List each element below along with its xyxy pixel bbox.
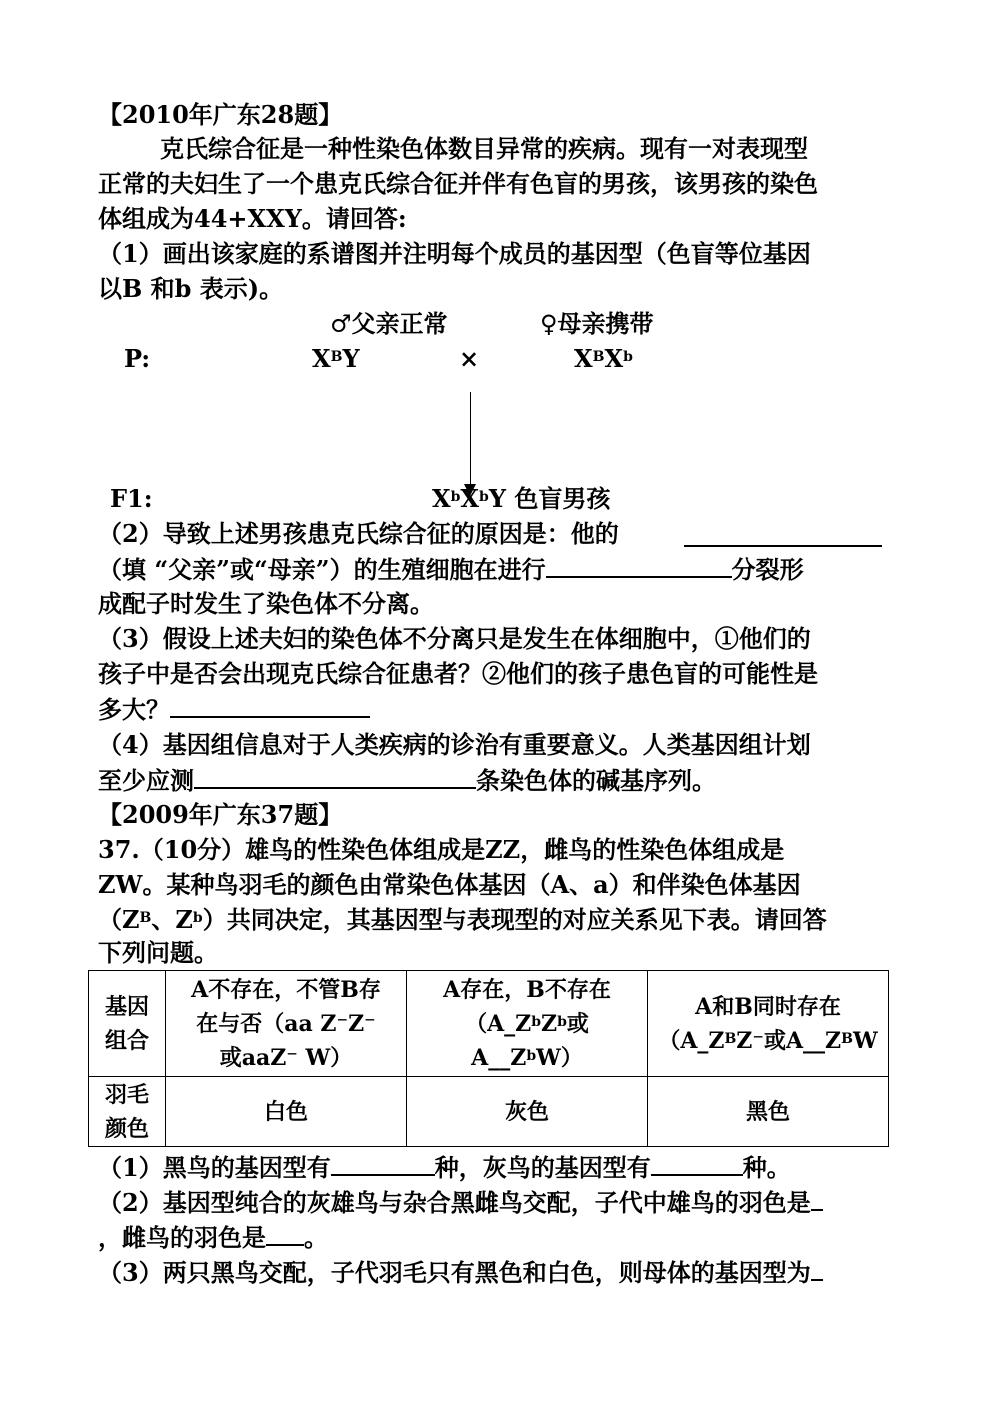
- father-genotype: $X^BY$: [312, 344, 360, 373]
- answer-blank-female-color[interactable]: [266, 1222, 304, 1246]
- q2010-part3-line-3: 多大？: [98, 694, 370, 725]
- q2010-part2-line-3: 成配子时发生了染色体不分离。: [98, 589, 434, 618]
- genotype-phenotype-table: [88, 970, 889, 1147]
- cell-no-a: A不存在，不管B存 在与否（aa Z⁻Z⁻ 或aaZ⁻ W）: [166, 971, 407, 1077]
- q2010-intro-line-1: 克氏综合征是一种性染色体数目异常的疾病。现有一对表现型: [160, 134, 808, 163]
- q2010-part4-line-2: 至少应测 条染色体的碱基序列。: [98, 766, 716, 795]
- q2010-part1-line-2: 以B 和b 表示)。: [98, 274, 284, 303]
- q2010-part2-line-2: （填 “父亲”或“母亲”）的生殖细胞在进行 分裂形: [98, 555, 804, 584]
- answer-blank-probability[interactable]: [170, 694, 370, 718]
- q2010-part3-line-2: 孩子中是否会出现克氏综合征患者？②他们的孩子患色盲的可能性是: [98, 659, 818, 688]
- q2010-part1-line-1: （1）画出该家庭的系谱图并注明每个成员的基因型（色盲等位基因: [98, 239, 811, 268]
- mother-label: ♀母亲携带: [540, 309, 654, 338]
- q2010-part2-line-1: （2）导致上述男孩患克氏综合征的原因是：他的: [98, 519, 619, 548]
- p-generation-label: P:: [124, 344, 151, 373]
- cell-a-and-b: A和B同时存在 （$A\_Z^BZ^-$或$A\_\_Z^BW$: [648, 971, 889, 1077]
- cell-a-no-b: A存在，B不存在 （$A\_Z^bZ^b$或$A\_\_Z^bW$）: [407, 971, 648, 1077]
- color-white: 白色: [166, 1077, 407, 1147]
- q2009-part1: （1）黑鸟的基因型有 种，灰鸟的基因型有 种。: [98, 1153, 791, 1182]
- cross-symbol: ×: [459, 344, 480, 373]
- q2010-part3-line-1: （3）假设上述夫妇的染色体不分离只是发生在体细胞中，①他们的: [98, 624, 811, 653]
- f1-generation-label: F1:: [110, 484, 153, 513]
- answer-blank-division[interactable]: [546, 554, 732, 578]
- table-row-color: [89, 1077, 889, 1147]
- q2009-intro-line-4: 下列问题。: [98, 938, 218, 967]
- row-header-color: 羽毛 颜色: [89, 1077, 166, 1147]
- answer-blank-gray-count[interactable]: [651, 1152, 743, 1176]
- table-row-genotype: [89, 971, 889, 1077]
- answer-blank-mother-genotype[interactable]: [811, 1257, 823, 1281]
- section-header-2010: 【2010年广东28题】: [98, 100, 343, 129]
- q2009-part2-line-2: ，雌鸟的羽色是 。: [98, 1223, 328, 1252]
- q2009-part3: （3）两只黑鸟交配，子代羽毛只有黑色和白色，则母体的基因型为: [98, 1257, 823, 1288]
- q2009-intro-line-1: 37.（10分）雄鸟的性染色体组成是ZZ，雌鸟的性染色体组成是: [98, 835, 785, 864]
- child-genotype: $X^bX^bY$ 色盲男孩: [432, 484, 611, 513]
- section-header-2009: 【2009年广东37题】: [98, 800, 343, 829]
- father-label: ♂父亲正常: [330, 309, 448, 338]
- q2010-intro-line-3: 体组成为44+XXY。请回答:: [98, 204, 407, 233]
- answer-blank-male-color[interactable]: [811, 1187, 823, 1211]
- q2009-intro-line-3: （$Z^B$、$Z^b$）共同决定，其基因型与表现型的对应关系见下表。请回答: [98, 905, 827, 934]
- color-black: 黑色: [648, 1077, 889, 1147]
- answer-blank-parent[interactable]: [684, 523, 882, 547]
- color-gray: 灰色: [407, 1077, 648, 1147]
- q2009-intro-line-2: ZW。某种鸟羽毛的颜色由常染色体基因（A、a）和伴染色体基因: [98, 870, 801, 899]
- mother-genotype: $X^BX^b$: [574, 344, 633, 373]
- answer-blank-black-count[interactable]: [331, 1152, 435, 1176]
- q2010-part4-line-1: （4）基因组信息对于人类疾病的诊治有重要意义。人类基因组计划: [98, 730, 811, 759]
- q2010-intro-line-2: 正常的夫妇生了一个患克氏综合征并伴有色盲的男孩，该男孩的染色: [98, 169, 818, 198]
- answer-blank-chromosome-count[interactable]: [194, 765, 476, 789]
- descent-arrow-line: [470, 392, 471, 492]
- q2009-part2-line-1: （2）基因型纯合的灰雄鸟与杂合黑雌鸟交配，子代中雄鸟的羽色是: [98, 1187, 823, 1218]
- row-header-genotype: 基因 组合: [89, 971, 166, 1077]
